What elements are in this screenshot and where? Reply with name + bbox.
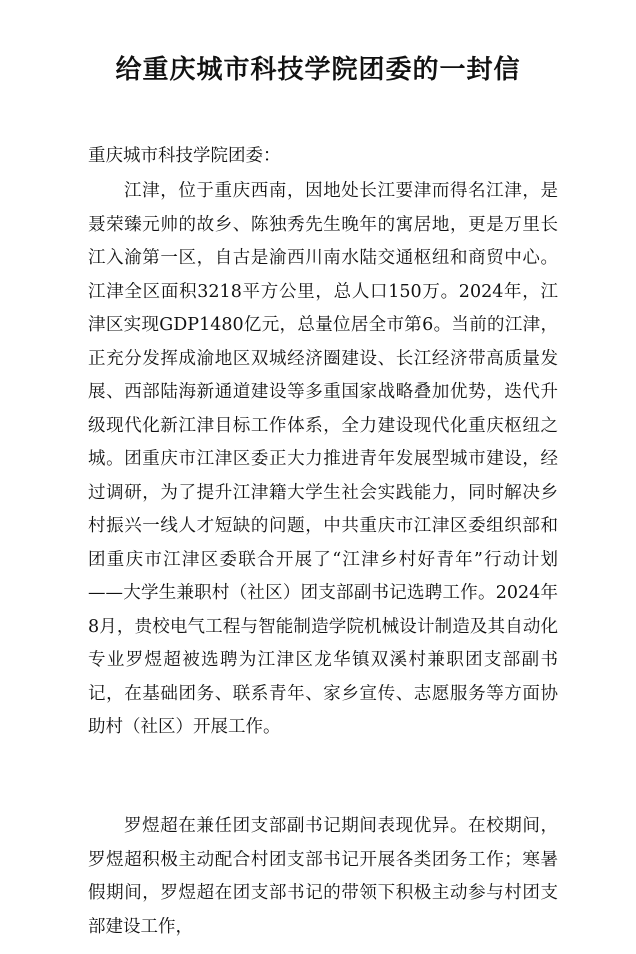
letter-paragraph: 江津，位于重庆西南，因地处长江要津而得名江津，是聂荣臻元帅的故乡、陈独秀先生晚年的寓居地，更是万里长江入渝第一区，自古是渝西川南水陆交通枢纽和商贸中心。江津全区面积3218平方公里，总人口150万。2024年，江津区实现GDP1480亿元，总量位居全市第6。当前的江津，正充分发挥成渝地区双城经济圈建设、长江经济带高质量发展、西部陆海新通道建设等多重国家战略叠加优势，迭代升级现代化新江津目标工作体系，全力建设现代化重庆枢纽之城。团重庆市江津区委正大力推进青年发展型城市建设，经过调研，为了提升江津籍大学生社会实践能力，同时解决乡村振兴一线人才短缺的问题，中共重庆市江津区委组织部和团重庆市江津区委联合开展了“江津乡村好青年”行动计划——大学生兼职村（社区）团支部副书记选聘工作。2024年8月，贵校电气工程与智能制造学院机械设计制造及其自动化专业罗煜超被选聘为江津区龙华镇双溪村兼职团支部副书记，在基础团务、联系青年、家乡宣传、志愿服务等方面协助村（社区）开展工作。 xyxy=(88,181,558,737)
letter-title: 给重庆城市科技学院团委的一封信 xyxy=(115,55,521,85)
letter-paragraph: 罗煜超在兼任团支部副书记期间表现优异。在校期间，罗煜超积极主动配合村团支部书记开展各类团务工作；寒暑假期间，罗煜超在团支部书记的带领下积极主动参与村团支部建设工作， xyxy=(88,816,558,937)
letter-salutation: 重庆城市科技学院团委： xyxy=(88,146,281,166)
